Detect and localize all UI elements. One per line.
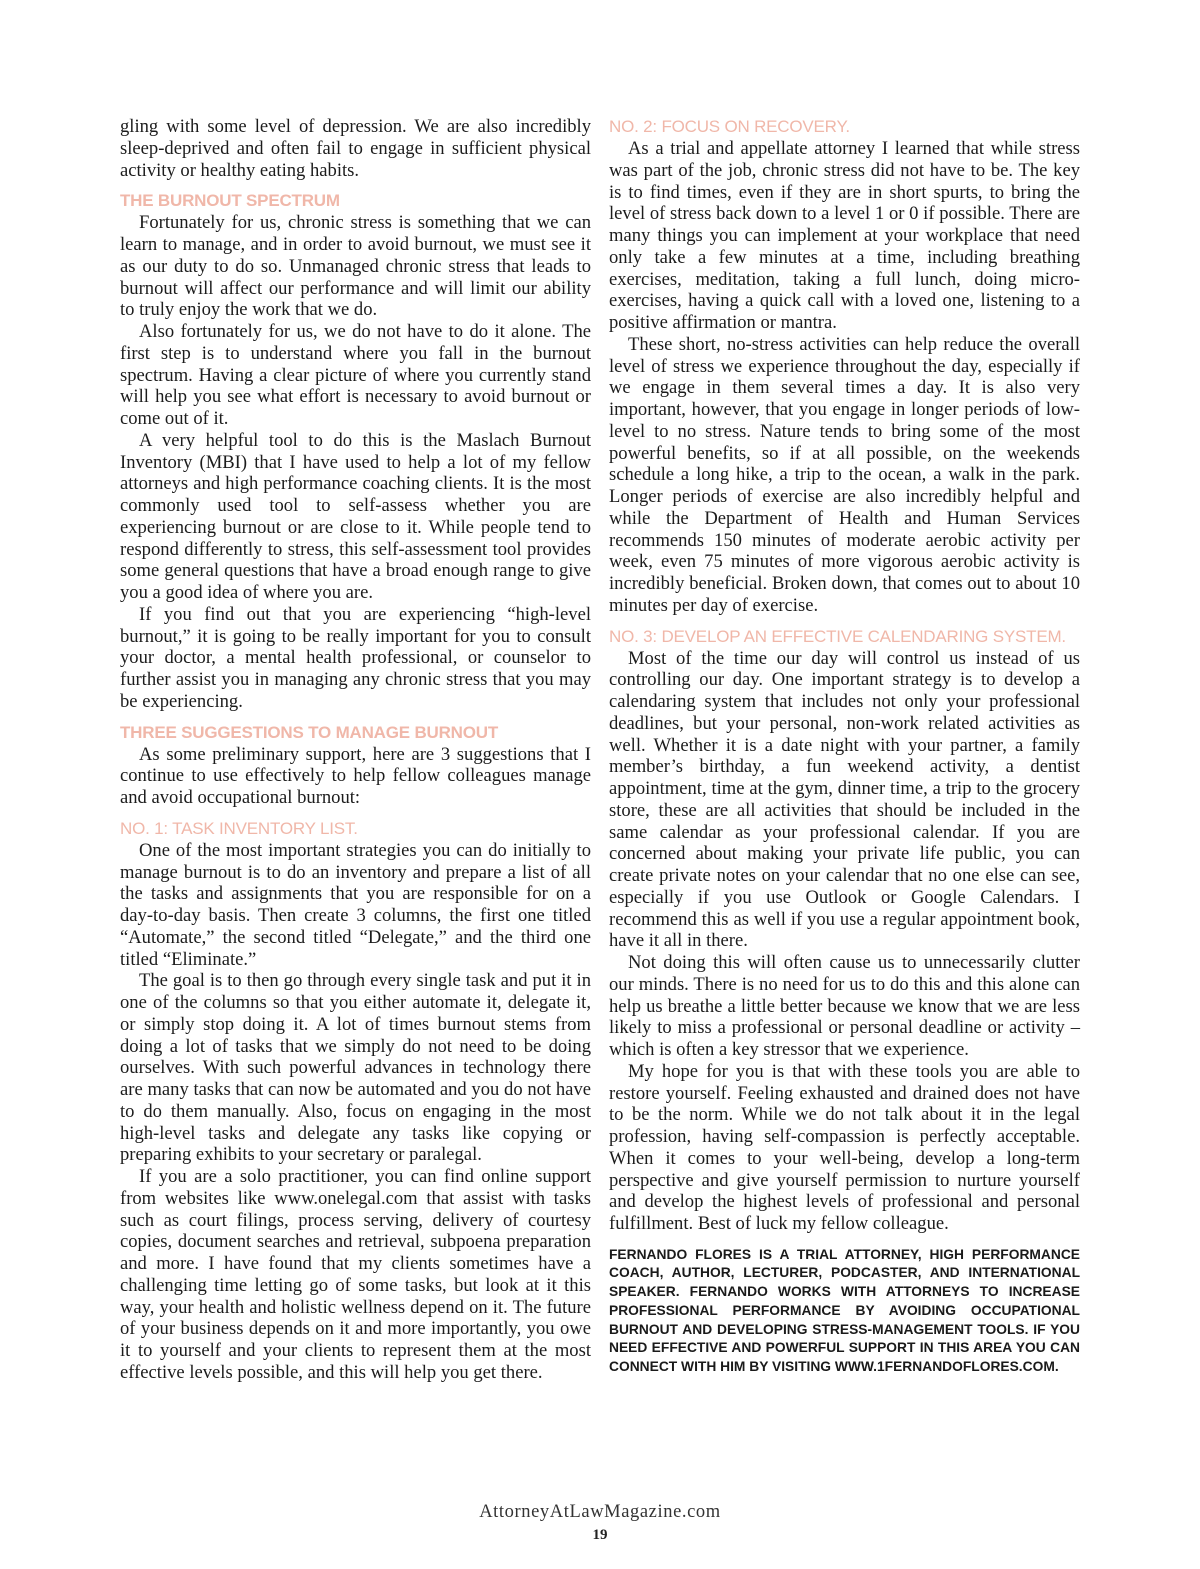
paragraph-task-inventory-3: If you are a solo practitioner, you can find online support from websites like www.onelegal.com that assist with tasks such as court filings, process serving, delivery of courtesy copies, document searches and retrieval, subpoena preparation and more. I have found that my clients sometimes have a challenging time letting go of some tasks, but look at it this way, your health and holistic wellness depend on it. The future of your business depends on it and more importantly, you owe it to yourself and your clients to represent them at the most effective levels possible, and this will help you get there. (120, 1166, 591, 1383)
paragraph-spectrum-3: A very helpful tool to do this is the Maslach Burnout Inventory (MBI) that I have used to help a lot of my fellow attorneys and high performance coaching clients. It is the most commonly used tool to self-assess whether you are experiencing burnout or are close to it. While people tend to respond differently to stress, this self-assessment tool provides some general questions that have a broad enough range to give you a good idea of where you are. (120, 429, 591, 603)
paragraph-calendaring-2: Not doing this will often cause us to unnecessarily clutter our minds. There is no need for us to do this and this alone can help us breathe a little better because we know that we are less likely to miss a professional or personal deadline or activity – which is often a key stressor that we experience. (609, 952, 1080, 1060)
paragraph-spectrum-4: If you find out that you are experiencing “high-level burnout,” it is going to be really important for you to consult your doctor, a mental health professional, or counselor to further assist you in managing any chronic stress that you may be experiencing. (120, 603, 591, 712)
paragraph-recovery-2: These short, no-stress activities can help reduce the overall level of stress we experience throughout the day, especially if we engage in them several times a day. It is also very important, however, that you engage in longer periods of low-level to no stress. Nature tends to bring some of the most powerful benefits, so if at all possible, on the weekends schedule a long hike, a trip to the ocean, a walk in the park. Longer periods of exercise are also incredibly helpful and while the Department of Health and Human Services recommends 150 minutes of moderate aerobic activity per week, even 75 minutes of more vigorous aerobic activity is incredibly beneficial. Broken down, that comes out to about 10 minutes per day of exercise. (609, 333, 1080, 616)
left-column (120, 116, 591, 1384)
heading-three-suggestions: THREE SUGGESTIONS TO MANAGE BURNOUT (120, 722, 499, 742)
paragraph-recovery-1: As a trial and appellate attorney I learned that while stress was part of the job, chronic stress did not have to be. The key is to find times, even if they are in short spurts, to bring the level of stress back down to a level 1 or 0 if possible. There are many things you can implement at your workplace that need only take a few minutes at a time, including breathing exercises, meditation, taking a full lunch, doing micro-exercises, having a quick call with a loved one, listening to a positive affirmation or mantra. (609, 138, 1080, 333)
author-bio: FERNANDO FLORES IS A TRIAL ATTORNEY, HIGH PERFORMANCE COACH, AUTHOR, LECTURER, PODCASTER, AND INTERNATIONAL SPEAKER. FERNANDO WORKS WITH ATTORNEYS TO INCREASE PROFESSIONAL PERFORMANCE BY AVOIDING OCCUPATIONAL BURNOUT AND DEVELOPING STRESS-MANAGEMENT TOOLS. IF YOU NEED EFFECTIVE AND POWERFUL SUPPORT IN THIS AREA YOU CAN CONNECT WITH HIM BY VISITING WWW.1FERNANDOFLORES.COM. (609, 1246, 1080, 1374)
right-column (609, 116, 1080, 1377)
paragraph-three-suggestions: As some preliminary support, here are 3 suggestions that I continue to use effectively to help fellow colleagues manage and avoid occupational burnout: (120, 743, 591, 808)
footer-site-name: AttorneyAtLawMagazine.com (479, 1502, 721, 1522)
heading-burnout-spectrum: THE BURNOUT SPECTRUM (120, 191, 340, 211)
paragraph-spectrum-2: Also fortunately for us, we do not have to do it alone. The first step is to understand where you fall in the burnout spectrum. Having a clear picture of where you currently stand will help you see what effort is necessary to avoid burnout or come out of it. (120, 321, 591, 429)
paragraph-calendaring-1: Most of the time our day will control us instead of us controlling our day. One important strategy is to develop a calendaring system that includes not only your professional deadlines, but your personal, non-work related activities as well. Whether it is a date night with your partner, a family member’s birthday, a fun weekend activity, a dentist appointment, time at the gym, dinner time, a trip to the grocery store, these are all activities that should be included in the same calendar as your professional calendar. If you are concerned about making your private life public, you can create private notes on your calendar that no one else can see, especially if you use Outlook or Google Calendars. I recommend this as well if you use a regular appointment book, have it all in there. (609, 647, 1080, 952)
paragraph-task-inventory-1: One of the most important strategies you can do initially to manage burnout is to do an inventory and prepare a list of all the tasks and assignments that you are responsible for on a day-to-day basis. Then create 3 columns, the first one titled “Automate,” the second titled “Delegate,” and the third one titled “Eliminate.” (120, 839, 591, 970)
heading-calendaring-system: NO. 3: DEVELOP AN EFFECTIVE CALENDARING SYSTEM. (609, 626, 1066, 646)
heading-task-inventory: NO. 1: TASK INVENTORY LIST. (120, 818, 358, 838)
paragraph-task-inventory-2: The goal is to then go through every single task and put it in one of the columns so that you either automate it, delegate it, or simply stop doing it. A lot of times burnout stems from doing a lot of tasks that we simply do not need to be doing ourselves. With such powerful advances in technology there are many tasks that can now be automated and you do not have to do them manually. Also, focus on engaging in the most high-level tasks and delegate any tasks like copying or preparing exhibits to your secretary or paralegal. (120, 970, 591, 1166)
page-number: 19 (592, 1527, 608, 1543)
heading-focus-recovery: NO. 2: FOCUS ON RECOVERY. (609, 117, 850, 136)
intro-paragraph: gling with some level of depression. We are also incredibly sleep-deprived and often fail to engage in sufficient physical activity or healthy eating habits. (120, 116, 591, 181)
paragraph-calendaring-3: My hope for you is that with these tools you are able to restore yourself. Feeling exhausted and drained does not have to be the norm. While we do not talk about it in the legal profession, having self-compassion is perfectly acceptable. When it comes to your well-being, develop a long-term perspective and give yourself permission to nurture yourself and develop the highest levels of professional and personal fulfillment. Best of luck my fellow colleague. (609, 1060, 1080, 1234)
paragraph-spectrum-1: Fortunately for us, chronic stress is something that we can learn to manage, and in order to avoid burnout, we must see it as our duty to do so. Unmanaged chronic stress that leads to burnout will affect our performance and will limit our ability to truly enjoy the work that we do. (120, 212, 591, 321)
